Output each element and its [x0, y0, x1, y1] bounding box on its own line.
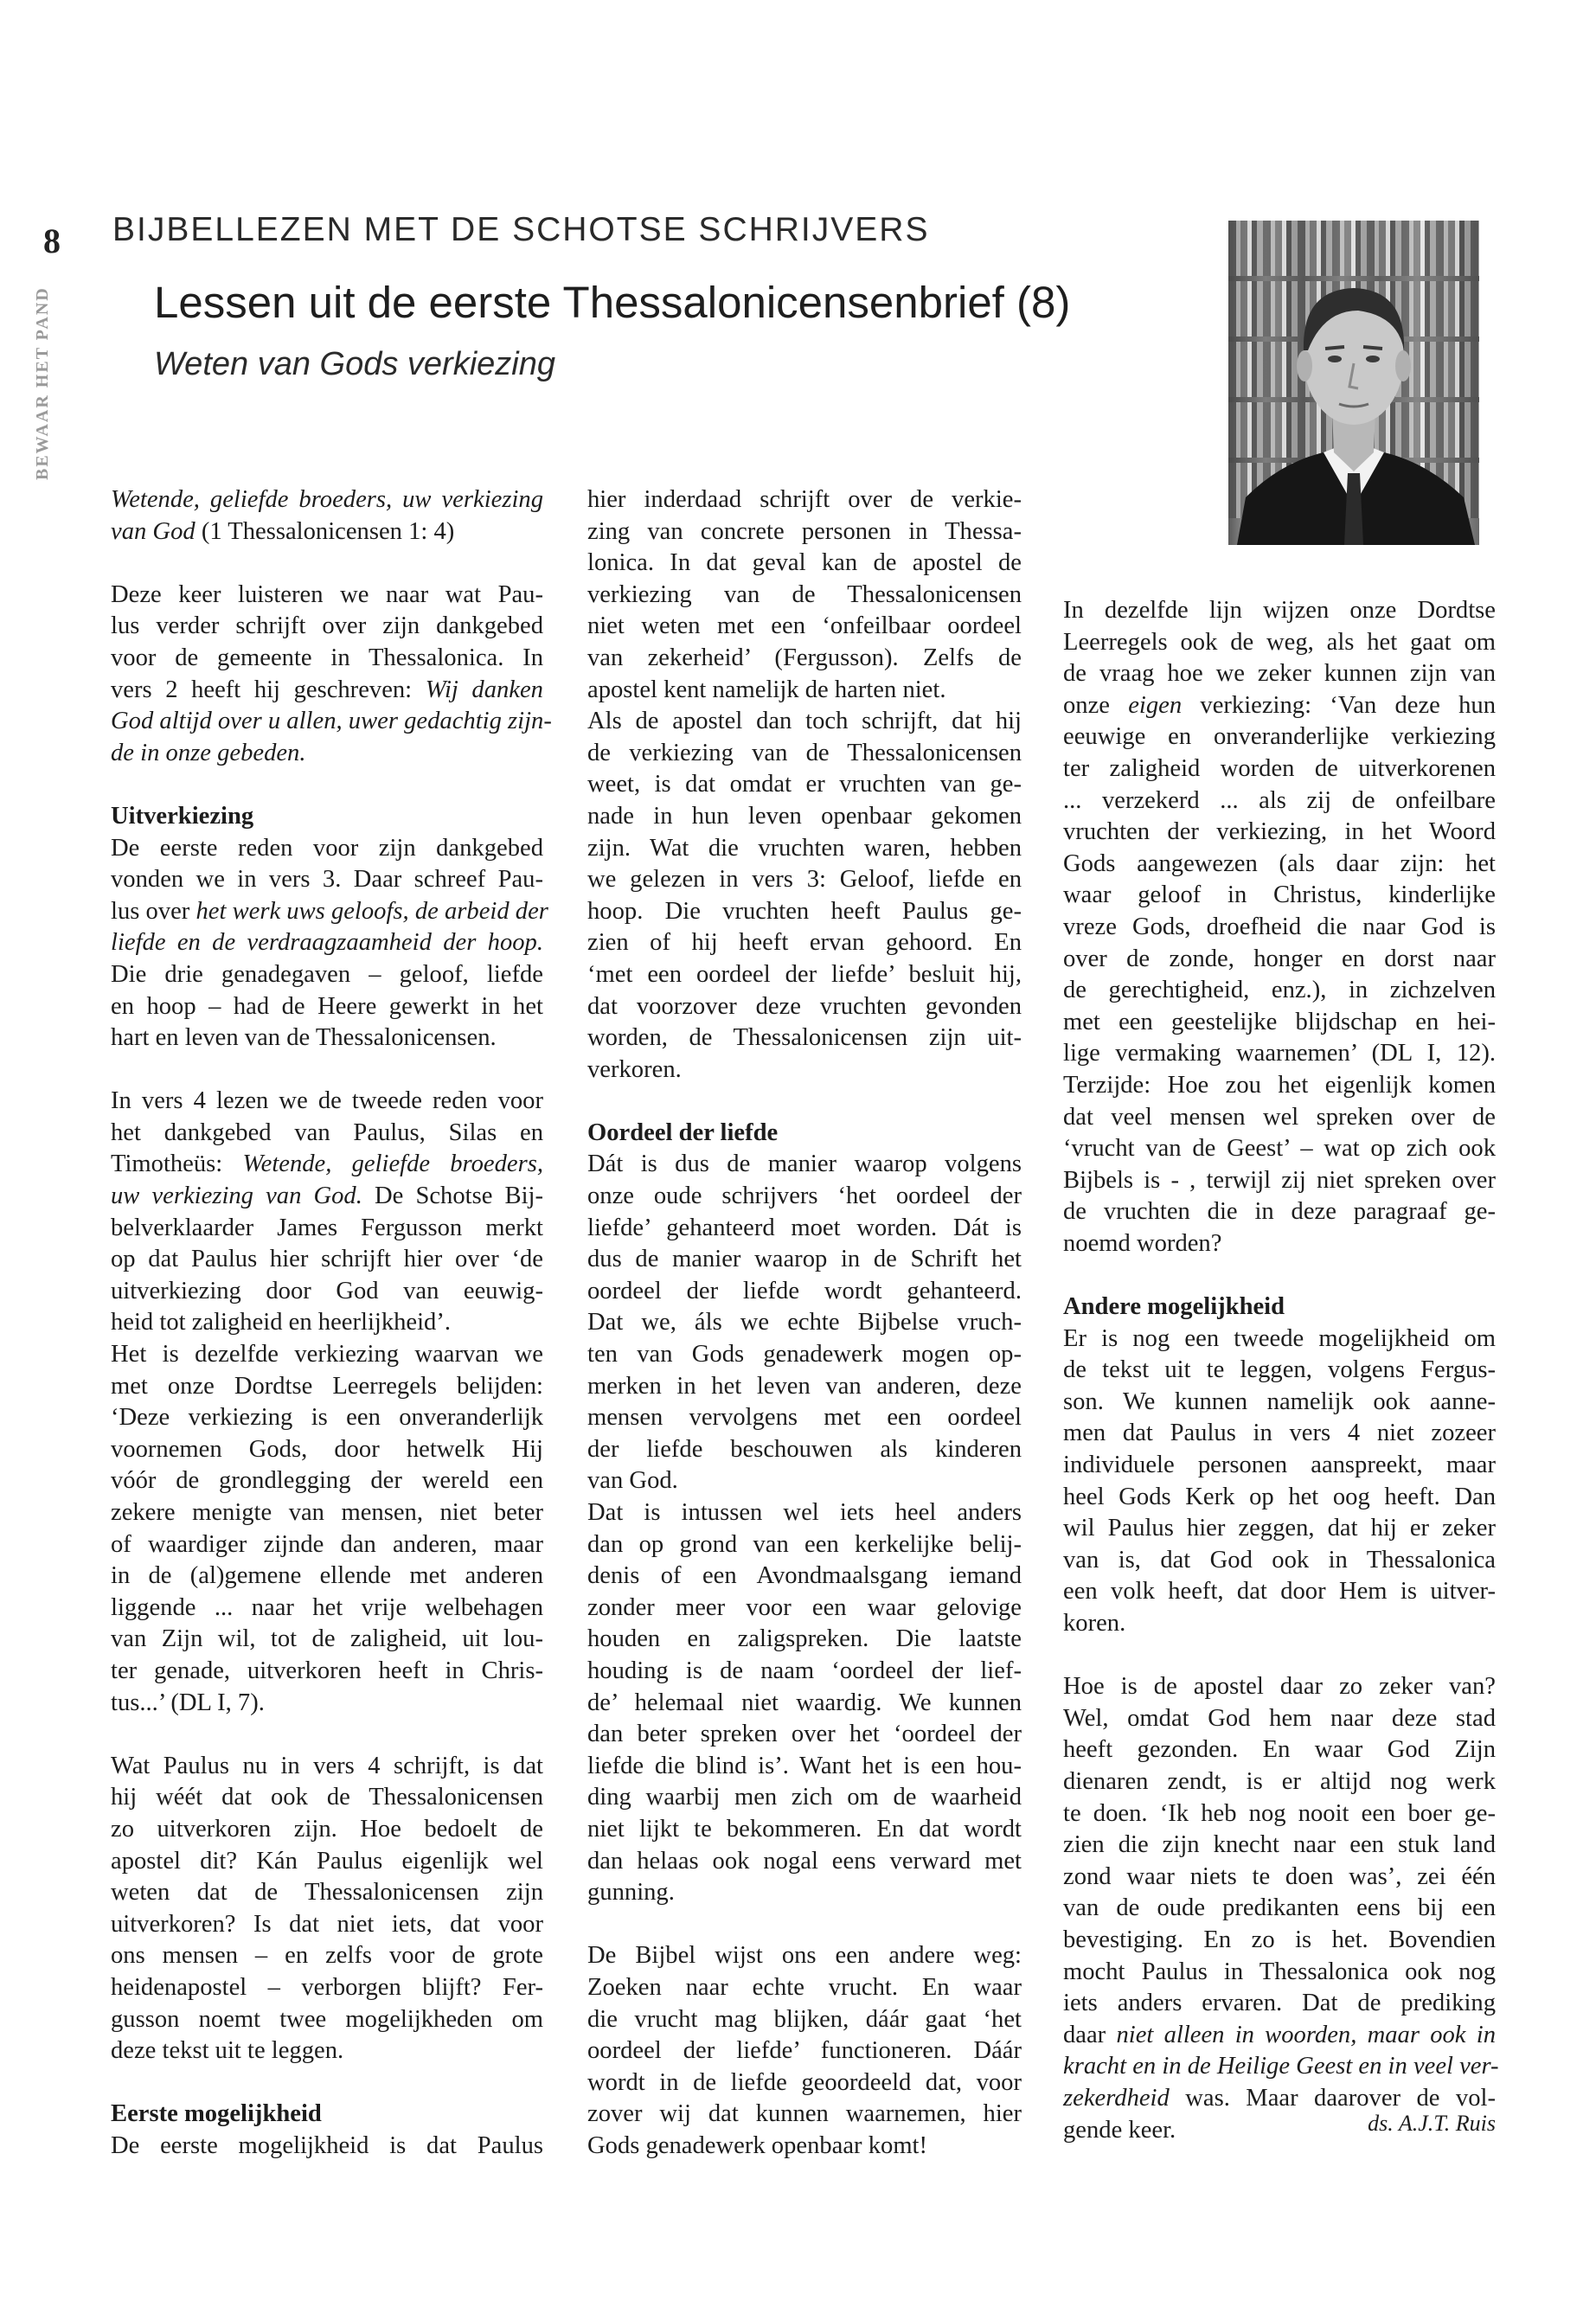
- text-line: In dezelfde lijn wijzen onze Dordtse: [1063, 597, 1496, 624]
- text-line: dan helaas ook nogal eens verward met: [587, 1847, 1022, 1875]
- text-line: ons mensen – en zelfs voor de grote: [111, 1942, 543, 1970]
- text-line: van God.: [587, 1467, 678, 1495]
- text-line: zien of hij heeft ervan gehoord. En: [587, 929, 1022, 957]
- person-portrait-icon: [1228, 221, 1479, 545]
- text-line: waar geloof in Christus, kinderlijke: [1063, 881, 1496, 909]
- text-line: ter genade, uitverkoren heeft in Chris-: [111, 1657, 543, 1684]
- text-line: onze oude schrijvers ‘het oordeel der: [587, 1183, 1022, 1210]
- text-line: zover wij dat kunnen waarnemen, hier: [587, 2100, 1022, 2128]
- text-line: Het is dezelfde verkiezing waarvan we: [111, 1341, 543, 1368]
- text-line: ding waarbij men zich om de waarheid: [587, 1784, 1022, 1811]
- text-line: houding is de naam ‘oordeel der lief-: [587, 1657, 1022, 1684]
- text-line: op dat Paulus hier schrijft hier over ‘de: [111, 1246, 543, 1273]
- subheading: Eerste mogelijkheid: [111, 2100, 322, 2128]
- text-line: Leerregels ook de weg, als het gaat om: [1063, 628, 1496, 656]
- italic-text: uw verkiezing van God.: [111, 1183, 362, 1210]
- text-line: dus de manier waarop in de Schrift het: [587, 1246, 1022, 1273]
- text-line: wil Paulus hier zeggen, dat hij er zeker: [1063, 1515, 1496, 1542]
- paragraph-gap: [1063, 1259, 1496, 1292]
- text-line: Terzijde: Hoe zou het eigenlijk komen: [1063, 1071, 1496, 1099]
- text-line: liefde die blind is’. Want het is een hou-: [587, 1752, 1022, 1779]
- text-span: De Schotse Bij-: [362, 1183, 543, 1210]
- text-line: van de oude predikanten eens bij een: [1063, 1894, 1496, 1922]
- text-span: verkiezing: ‘Van deze hun: [1182, 691, 1497, 719]
- text-line: dat veel mensen wel spreken over de: [1063, 1103, 1496, 1131]
- text-line: noemd worden?: [1063, 1229, 1222, 1257]
- text-line: voornemen Gods, door hetwelk Hij: [111, 1435, 543, 1463]
- author-photo: [1228, 221, 1479, 545]
- section-title: BIJBELLEZEN MET DE SCHOTSE SCHRIJVERS: [112, 211, 930, 248]
- text-line: Gods genadewerk openbaar komt!: [587, 2131, 928, 2159]
- text-line: de vraag hoe we zeker kunnen zijn van: [1063, 660, 1496, 688]
- text-line: apostel kent namelijk de harten niet.: [587, 676, 946, 703]
- text-line: de in onze gebeden.: [111, 739, 306, 766]
- text-line: lonica. In dat geval kan de apostel de: [587, 549, 1022, 577]
- text-line: vonden we in vers 3. Daar schreef Pau-: [111, 866, 543, 894]
- text-line: de verkiezing van de Thessalonicensen: [587, 739, 1022, 766]
- text-line: liefde en de verdraagzaamheid der hoop.: [111, 929, 543, 957]
- text-line: mensen vervolgens met een oordeel: [587, 1404, 1022, 1432]
- text-line: gende keer.: [1063, 2116, 1176, 2144]
- text-line: Dát is dus de manier waarop volgens: [587, 1150, 1022, 1178]
- text-line: tus...’ (DL I, 7).: [111, 1689, 265, 1716]
- text-line: heel Gods Kerk op het oog heeft. Dan: [1063, 1483, 1496, 1510]
- text-line: voor de gemeente in Thessalonica. In: [111, 644, 543, 671]
- text-line: dan op grond van een kerkelijke belij-: [587, 1530, 1022, 1558]
- text-line: In vers 4 lezen we de tweede reden voor: [111, 1087, 543, 1115]
- italic-text: niet alleen in woorden, maar ook in: [1116, 2021, 1496, 2048]
- text-line: houden en zaligspreken. Die laatste: [587, 1625, 1022, 1653]
- text-line: Hoe is de apostel daar zo zeker van?: [1063, 1673, 1496, 1701]
- text-span: Timotheüs:: [111, 1150, 243, 1178]
- text-line: verkoren.: [587, 1055, 682, 1083]
- text-line: de vruchten die in deze paragraaf ge-: [1063, 1198, 1496, 1226]
- text-line: God altijd over u allen, uwer gedachtig zijn-: [111, 708, 552, 735]
- text-line: dat voorzover deze vruchten gevonden: [587, 992, 1022, 1020]
- article-title: Lessen uit de eerste Thessalonicensenbrief (8): [154, 278, 1071, 327]
- text-line: die vrucht mag blijken, dáár gaat ‘het: [587, 2005, 1022, 2033]
- text-line: [111, 675, 543, 707]
- text-line: Wetende, geliefde broeders, uw verkiezing: [111, 486, 543, 513]
- text-line: Als de apostel dan toch schrijft, dat hij: [587, 708, 1022, 735]
- text-line: dienaren zendt, is er altijd nog werk: [1063, 1767, 1496, 1795]
- paragraph-gap: [587, 1909, 1022, 1941]
- text-line: heidenapostel – verborgen blijft? Fer-: [111, 1973, 543, 2001]
- article-column-3: [1063, 595, 1499, 2146]
- text-span: lus over: [111, 897, 196, 925]
- italic-text: van God: [111, 517, 195, 545]
- text-line: van is, dat God ook in Thessalonica: [1063, 1546, 1496, 1574]
- text-line: hart en leven van de Thessalonicensen.: [111, 1024, 497, 1052]
- text-line: ‘met een oordeel der liefde’ besluit hij,: [587, 960, 1022, 988]
- text-line: De Bijbel wijst ons een andere weg:: [587, 1942, 1022, 1970]
- text-line: bevestiging. En zo is het. Bovendien: [1063, 1926, 1496, 1953]
- article-subtitle: Weten van Gods verkiezing: [154, 346, 555, 382]
- text-line: een volk heeft, dat door Hem is uitver-: [1063, 1578, 1496, 1606]
- author-signature: ds. A.J.T. Ruis: [1368, 2111, 1496, 2136]
- text-line: Deze keer luisteren we naar wat Pau-: [111, 580, 543, 608]
- text-line: niet weten met een ‘onfeilbaar oordeel: [587, 612, 1022, 640]
- text-line: niet lijkt te bekommeren. En dat wordt: [587, 1815, 1022, 1843]
- text-line: zien die zijn knecht naar een stuk land: [1063, 1831, 1496, 1859]
- text-line: liefde’ gehanteerd moet worden. Dát is: [587, 1214, 1022, 1241]
- article-column-1: [111, 484, 552, 2162]
- paragraph-gap: [111, 1054, 543, 1086]
- text-span: was. Maar daarover de vol-: [1169, 2084, 1496, 2112]
- text-line: verkiezing van de Thessalonicensen: [587, 580, 1022, 608]
- text-line: belverklaarder James Fergusson merkt: [111, 1214, 543, 1241]
- text-line: weet, is dat omdat er vruchten van ge-: [587, 771, 1022, 798]
- subheading: Uitverkiezing: [111, 802, 254, 830]
- text-line: [111, 1149, 543, 1181]
- paragraph-gap: [111, 2067, 543, 2099]
- text-line: lige vermaking waarnemen’ (DL I, 12).: [1063, 1040, 1496, 1067]
- text-line: lus verder schrijft over zijn dankgebed: [111, 612, 543, 640]
- signature-row: [1063, 2111, 1496, 2145]
- text-line: [1063, 2020, 1496, 2052]
- text-span: onze: [1063, 691, 1129, 719]
- text-line: vruchten der verkiezing, in het Woord: [1063, 818, 1496, 846]
- text-line: zonder meer voor een waar gelovige: [587, 1593, 1022, 1621]
- text-line: De eerste mogelijkheid is dat Paulus: [111, 2131, 543, 2159]
- text-line: te doen. ‘Ik heb nog nooit een boer ge-: [1063, 1799, 1496, 1827]
- text-span: (1 Thessalonicensen 1: 4): [195, 517, 455, 545]
- text-line: merken in het leven van anderen, deze: [587, 1372, 1022, 1400]
- text-line: De eerste reden voor zijn dankgebed: [111, 834, 543, 862]
- paragraph-gap: [111, 769, 543, 801]
- text-line: ‘Deze verkiezing is een onveranderlijk: [111, 1404, 543, 1432]
- text-line: met een geestelijke blijdschap en hei-: [1063, 1008, 1496, 1035]
- text-line: Bijbels is - , terwijl zij niet spreken over: [1063, 1166, 1496, 1194]
- text-line: het dankgebed van Paulus, Silas en: [111, 1118, 543, 1146]
- italic-text: het werk uws geloofs, de arbeid der: [195, 897, 548, 925]
- text-line: Zoeken naar echte vrucht. En waar: [587, 1973, 1022, 2001]
- paragraph-gap: [111, 548, 543, 580]
- text-line: zing van concrete personen in Thessa-: [587, 517, 1022, 545]
- text-line: uitverkoren? Is dat niet iets, dat voor: [111, 1910, 543, 1938]
- page-number: 8: [43, 221, 61, 260]
- text-line: Wat Paulus nu in vers 4 schrijft, is dat: [111, 1752, 543, 1779]
- text-line: Gods aangewezen (als daar zijn: het: [1063, 849, 1496, 877]
- text-line: hoop. Die vruchten heeft Paulus ge-: [587, 897, 1022, 925]
- text-line: of waardiger zijnde dan anderen, maar: [111, 1530, 543, 1558]
- paragraph-gap: [111, 1719, 543, 1751]
- subheading: Oordeel der liefde: [587, 1118, 779, 1146]
- text-line: heid tot zaligheid en heerlijkheid’.: [111, 1309, 452, 1336]
- text-line: [1063, 690, 1496, 722]
- text-line: liggende ... naar het vrije welbehagen: [111, 1593, 543, 1621]
- magazine-side-label: BEWAAR HET PAND: [33, 286, 52, 480]
- text-line: men dat Paulus in vers 4 niet zozeer: [1063, 1420, 1496, 1447]
- article-column-2: [587, 484, 1022, 2162]
- text-line: ter zaligheid worden de uitverkorenen: [1063, 754, 1496, 782]
- text-line: nade in hun leven openbaar gekomen: [587, 802, 1022, 830]
- text-line: mocht Paulus in Thessalonica ook nog: [1063, 1958, 1496, 1985]
- text-line: uitverkiezing door God van eeuwig-: [111, 1277, 543, 1304]
- italic-text: Wetende, geliefde broeders,: [242, 1150, 543, 1178]
- text-line: zijn. Wat die vruchten waren, hebben: [587, 834, 1022, 862]
- text-line: Die drie genadegaven – geloof, liefde: [111, 960, 543, 988]
- text-line: eeuwige en onveranderlijke verkiezing: [1063, 723, 1496, 751]
- text-line: van Zijn wil, tot de zaligheid, uit lou-: [111, 1625, 543, 1653]
- text-line: van zekerheid’ (Fergusson). Zelfs de: [587, 644, 1022, 671]
- text-line: oordeel der liefde wordt gehanteerd.: [587, 1277, 1022, 1304]
- text-line: gunning.: [587, 1879, 675, 1907]
- text-line: [1063, 2083, 1496, 2115]
- text-line: worden, de Thessalonicensen zijn uit-: [587, 1024, 1022, 1052]
- text-line: Dat we, áls we echte Bijbelse vruch-: [587, 1309, 1022, 1336]
- subheading: Andere mogelijkheid: [1063, 1293, 1285, 1321]
- text-line: ... verzekerd ... als zij de onfeilbare: [1063, 786, 1496, 814]
- paragraph-gap: [1063, 1640, 1496, 1672]
- text-line: we gelezen in vers 3: Geloof, liefde en: [587, 866, 1022, 894]
- text-line: zo uitverkoren zijn. Hoe bedoelt de: [111, 1815, 543, 1843]
- text-line: met onze Dordtse Leerregels belijden:: [111, 1372, 543, 1400]
- text-line: hier inderdaad schrijft over de verkie-: [587, 486, 1022, 513]
- italic-text: Wij danken: [425, 676, 543, 703]
- text-line: apostel dit? Kán Paulus eigenlijk wel: [111, 1847, 543, 1875]
- text-line: kracht en in de Heilige Geest en in veel ver-: [1063, 2053, 1499, 2080]
- text-line: zekere menigte van mensen, niet beter: [111, 1499, 543, 1526]
- text-line: gusson noemt twee mogelijkheden om: [111, 2005, 543, 2033]
- text-line: deze tekst uit te leggen.: [111, 2037, 344, 2065]
- text-line: Wel, omdat God hem naar deze stad: [1063, 1704, 1496, 1732]
- text-line: der liefde beschouwen als kinderen: [587, 1435, 1022, 1463]
- text-line: ‘vrucht van de Geest’ – wat op zich ook: [1063, 1135, 1496, 1163]
- text-line: Dat is intussen wel iets heel anders: [587, 1499, 1022, 1526]
- text-line: weten dat de Thessalonicensen zijn: [111, 1879, 543, 1907]
- text-line: vreze Gods, droefheid die naar God is: [1063, 913, 1496, 940]
- text-line: [111, 896, 548, 928]
- text-line: Er is nog een tweede mogelijkheid om: [1063, 1324, 1496, 1352]
- text-line: [111, 516, 543, 548]
- text-span: vers 2 heeft hij geschreven:: [111, 676, 426, 703]
- text-line: son. We kunnen namelijk ook aanne-: [1063, 1388, 1496, 1415]
- text-line: wordt in de liefde geoordeeld dat, voor: [587, 2068, 1022, 2096]
- text-line: heeft gezonden. En waar God Zijn: [1063, 1736, 1496, 1764]
- text-line: de’ helemaal niet waardig. We kunnen: [587, 1689, 1022, 1716]
- italic-text: zekerdheid: [1063, 2084, 1170, 2112]
- paragraph-gap: [587, 1086, 1022, 1118]
- text-line: [111, 1181, 543, 1213]
- text-line: de tekst uit te leggen, volgens Fergus-: [1063, 1356, 1496, 1384]
- text-line: over de zonde, honger en dorst naar: [1063, 945, 1496, 972]
- text-line: denis of een Avondmaalsgang iemand: [587, 1562, 1022, 1590]
- text-line: dan beter spreken over het ‘oordeel der: [587, 1721, 1022, 1748]
- text-line: de gerechtigheid, enz.), in zichzelven: [1063, 977, 1496, 1004]
- text-line: iets anders ervaren. Dat de prediking: [1063, 1990, 1496, 2017]
- text-line: zond waar niets te doen was’, zei één: [1063, 1862, 1496, 1890]
- text-line: vóór de grondlegging der wereld een: [111, 1467, 543, 1495]
- text-line: ten van Gods genadewerk mogen op-: [587, 1341, 1022, 1368]
- text-line: oordeel der liefde’ functioneren. Dáár: [587, 2037, 1022, 2065]
- text-line: in de (al)gemene ellende met anderen: [111, 1562, 543, 1590]
- text-line: en hoop – had de Heere gewerkt in het: [111, 992, 543, 1020]
- italic-text: eigen: [1128, 691, 1183, 719]
- text-span: daar: [1063, 2021, 1117, 2048]
- text-line: koren.: [1063, 1610, 1126, 1637]
- text-line: individuele personen aanspreekt, maar: [1063, 1452, 1496, 1479]
- text-line: hij wéét dat ook de Thessalonicensen: [111, 1784, 543, 1811]
